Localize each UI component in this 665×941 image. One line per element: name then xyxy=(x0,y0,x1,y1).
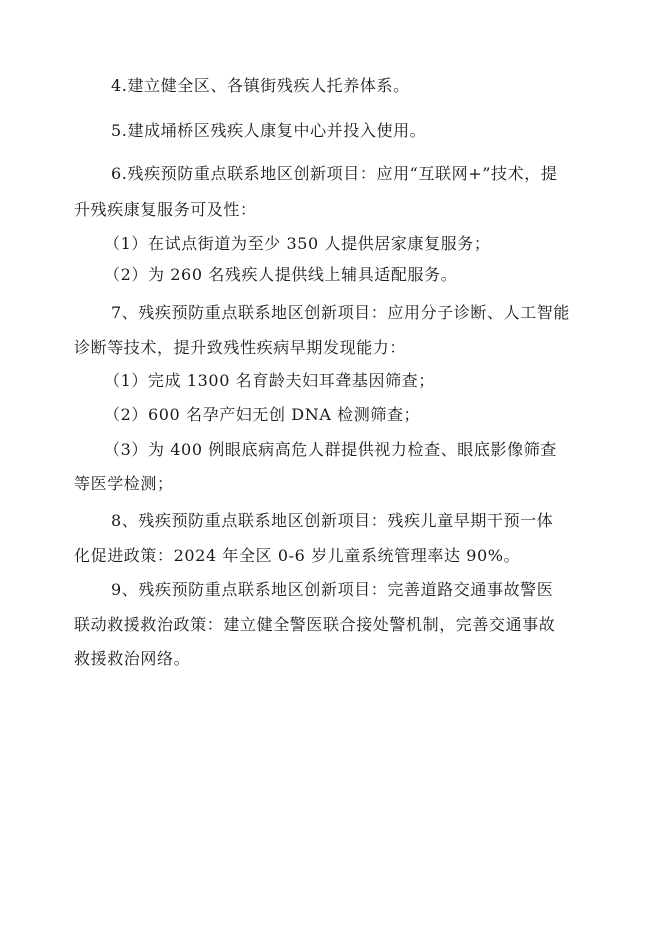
item-7-sub-2: （2）600 名孕产妇无创 DNA 检测筛查； xyxy=(104,405,421,424)
item-7-text-line2: 诊断等技术，提升致残性疾病早期发现能力： xyxy=(74,338,407,357)
item-7-text-line1: 7、残疾预防重点联系地区创新项目：应用分子诊断、人工智能 xyxy=(111,303,570,322)
item-4-text: 4.建立健全区、各镇街残疾人托养体系。 xyxy=(111,76,410,95)
item-6-sub-1: （1）在试点街道为至少 350 人提供居家康复服务； xyxy=(104,234,491,253)
item-5-text: 5.建成埇桥区残疾人康复中心并投入使用。 xyxy=(111,121,427,140)
item-6-text-line1: 6.残疾预防重点联系地区创新项目：应用“互联网+”技术，提 xyxy=(111,164,558,183)
item-6-text-line2: 升残疾康复服务可及性： xyxy=(74,200,257,219)
item-7-sub-1: （1）完成 1300 名育龄夫妇耳聋基因筛查； xyxy=(104,371,435,390)
item-7-sub-3-line2: 等医学检测； xyxy=(74,474,174,493)
item-9-text-line3: 救援救治网络。 xyxy=(74,649,191,668)
item-8-text-line1: 8、残疾预防重点联系地区创新项目：残疾儿童早期干预一体 xyxy=(111,511,554,530)
item-9-text-line1: 9、残疾预防重点联系地区创新项目：完善道路交通事故警医 xyxy=(111,580,554,599)
item-9-text-line2: 联动救援救治政策：建立健全警医联合接处警机制，完善交通事故 xyxy=(74,615,556,634)
item-7-sub-3-line1: （3）为 400 例眼底病高危人群提供视力检查、眼底影像筛查 xyxy=(104,440,557,459)
item-8-text-line2: 化促进政策：2024 年全区 0-6 岁儿童系统管理率达 90%。 xyxy=(74,546,521,565)
item-6-sub-2: （2）为 260 名残疾人提供线上辅具适配服务。 xyxy=(104,265,458,284)
